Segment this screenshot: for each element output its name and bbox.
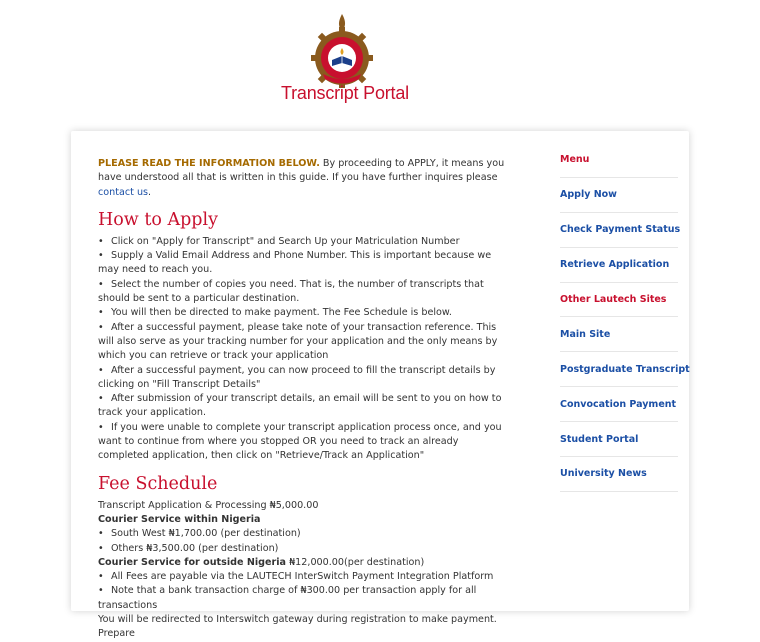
bullet-icon: • [98,542,104,554]
fee-south-west: • South West ₦1,700.00 (per destination) [98,527,508,541]
bullet-icon: • [98,571,104,583]
sidebar-item-main-site[interactable]: Main Site [560,317,678,352]
sidebar-item-apply-now[interactable]: Apply Now [560,178,678,213]
fee-charge-note: • Note that a bank transaction charge of ₦300.00 per transaction apply for all transactions [98,585,477,611]
bullet-icon: • [98,278,104,290]
notice-warning: PLEASE READ THE INFORMATION BELOW. [98,158,320,169]
main-content [98,157,508,642]
bullet-icon: • [98,393,104,405]
sidebar-item-postgraduate-transcript[interactable]: Postgraduate Transcript [560,352,678,387]
notice-text: By proceeding to APPLY, it means you have understood all that is written in this guide. If you have further inquires please [98,158,505,184]
fee-others: • Others ₦3,500.00 (per destination) [98,542,508,556]
fee-redirect-note: You will be redirected to Interswitch gateway during registration to make payment. Prepare [98,614,497,640]
list-item: • You will then be directed to make payment. The Fee Schedule is below. [98,306,508,320]
how-to-apply-heading: How to Apply [98,209,218,230]
fee-processing: Transcript Application & Processing ₦5,000.00 [98,499,319,511]
list-item: • After a successful payment, please take note of your transaction reference. This will also serve as your tracking number for your application and the only means by which you can retrieve or track your application [98,321,498,362]
portal-title: Transcript Portal [281,83,409,103]
bullet-icon: • [98,585,104,597]
sidebar-item-student-portal[interactable]: Student Portal [560,422,678,457]
bullet-icon: • [98,235,104,247]
apply-steps-list [98,235,508,464]
list-item: • After submission of your transcript details, an email will be sent to you on how to track your application. [98,393,502,419]
bullet-icon: • [98,421,104,433]
list-item: • If you were unable to complete your transcript application process once, and you want to continue from where you stopped OR you need to track an already completed application, then click on "Retrieve/Track an Application" [98,421,502,462]
university-crest-icon[interactable] [309,12,375,88]
list-item: • Select the number of copies you need. That is, the number of transcripts that should be sent to a particular destination. [98,278,484,305]
sidebar-heading-other-sites: Other Lautech Sites [560,283,678,318]
bullet-icon: • [98,321,104,333]
notice-paragraph [98,157,508,200]
sidebar-item-university-news[interactable]: University News [560,457,678,492]
contact-us-link[interactable]: contact us [98,186,149,198]
fee-courier-nigeria: Courier Service within Nigeria [98,513,261,525]
sidebar-item-retrieve-application[interactable]: Retrieve Application [560,248,678,283]
sidebar-menu [560,143,690,492]
bullet-icon: • [98,250,104,262]
bullet-icon: • [98,364,104,376]
bullet-icon: • [98,307,104,319]
list-item: • After a successful payment, you can now proceed to fill the transcript details by clicking on "Fill Transcript Details" [98,364,496,390]
bullet-icon: • [98,528,104,540]
sidebar-item-check-payment-status[interactable]: Check Payment Status [560,213,678,248]
fee-payable-note: • All Fees are payable via the LAUTECH InterSwitch Payment Integration Platform [98,570,508,584]
notice-end: . [148,186,152,198]
header [0,0,760,120]
fee-schedule-heading: Fee Schedule [98,473,218,494]
list-item: • Supply a Valid Email Address and Phone Number. This is important because we may need to reach you. [98,250,492,276]
sidebar-item-convocation-payment[interactable]: Convocation Payment [560,387,678,422]
sidebar-heading-menu: Menu [560,143,678,178]
list-item: • Click on "Apply for Transcript" and Search Up your Matriculation Number [98,235,508,249]
fee-courier-outside: Courier Service for outside Nigeria ₦12,000.00(per destination) [98,556,425,568]
